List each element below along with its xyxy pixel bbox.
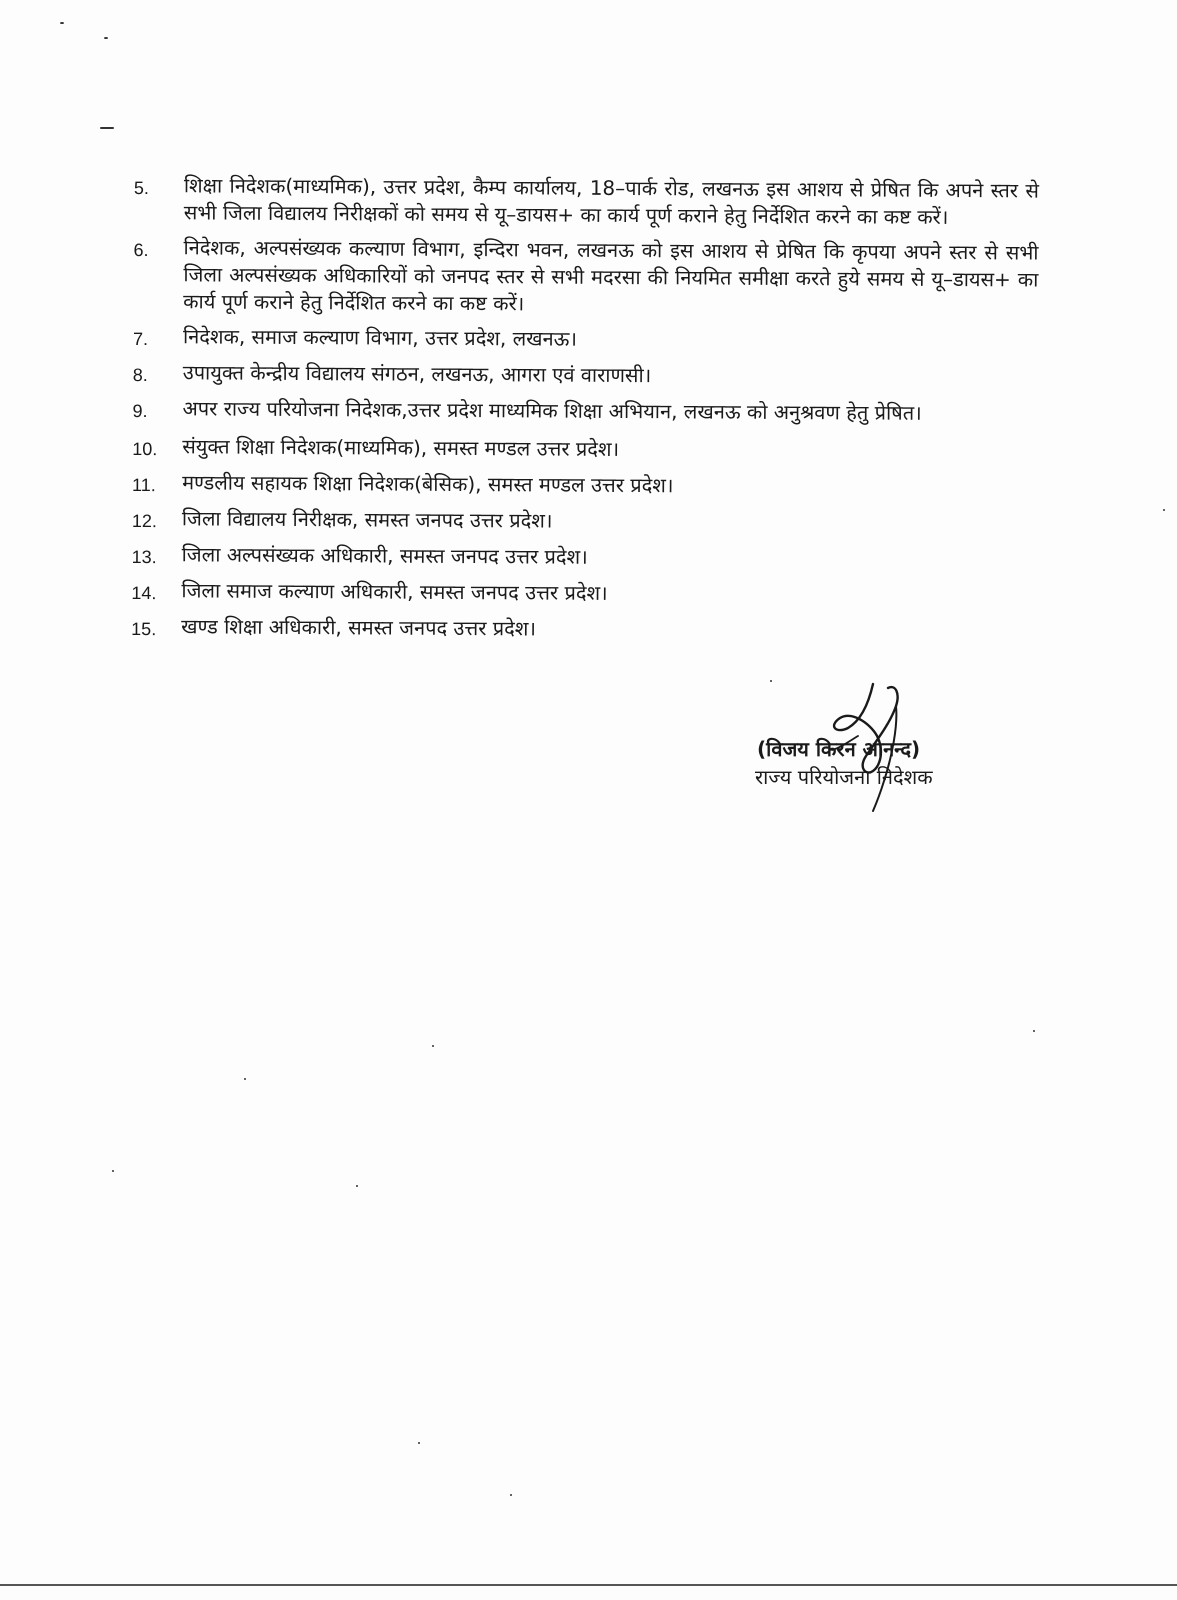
- list-item: [132, 395, 1037, 431]
- item-number: 12.: [131, 510, 157, 532]
- list-item: [133, 359, 1038, 395]
- item-text: जिला अल्पसंख्यक अधिकारी, समस्त जनपद उत्तर प्रदेश।: [181, 542, 588, 569]
- list-item: [132, 541, 1037, 577]
- list-item: [132, 505, 1037, 541]
- item-number: 11.: [132, 474, 156, 496]
- item-text: निदेशक, समाज कल्याण विभाग, उत्तर प्रदेश, लखनऊ।: [182, 324, 578, 351]
- item-text: निदेशक, अल्पसंख्यक कल्याण विभाग, इन्दिरा भवन, लखनऊ को इस आशय से प्रेषित कि कृपया अपने स्तर से सभी जिला अल्पसंख्यक अधिकारियों को जनपद स्तर से सभी मदरसा की नियमित समीक्षा करते हुये समय से यू–डायस+ का कार्य पूर्ण कराने हेतु निर्देशित करने का कष्ट करें।: [183, 235, 1039, 316]
- scan-speck: [770, 680, 772, 682]
- item-text: अपर राज्य परियोजना निदेशक,उत्तर प्रदेश माध्यमिक शिक्षा अभियान, लखनऊ को अनुश्रवण हेतु प्रेषित।: [182, 396, 922, 425]
- distribution-list: [131, 172, 1039, 655]
- item-text: जिला समाज कल्याण अधिकारी, समस्त जनपद उत्तर प्रदेश।: [181, 578, 608, 605]
- list-item: [131, 613, 1036, 649]
- scan-edge-line: [0, 1584, 1177, 1586]
- scan-speck: [418, 1442, 420, 1444]
- item-number: 7.: [132, 328, 149, 350]
- scan-speck: [1163, 509, 1165, 511]
- scan-speck: [1033, 1030, 1035, 1032]
- scan-speck: [244, 1078, 246, 1080]
- list-item: [131, 577, 1036, 613]
- item-text: मण्डलीय सहायक शिक्षा निदेशक(बेसिक), समस्त मण्डल उत्तर प्रदेश।: [182, 470, 674, 498]
- list-item: [134, 172, 1039, 232]
- scan-speck: [104, 37, 108, 39]
- list-item: [133, 323, 1038, 359]
- item-text: संयुक्त शिक्षा निदेशक(माध्यमिक), समस्त मण्डल उत्तर प्रदेश।: [182, 434, 620, 461]
- list-item: [132, 469, 1037, 505]
- item-text: शिक्षा निदेशक(माध्यमिक), उत्तर प्रदेश, कैम्प कार्यालय, 18–पार्क रोड, लखनऊ इस आशय से प्रेषित कि अपने स्तर से सभी जिला विद्यालय निरीक्षकों को समय से यू–डायस+ का कार्य पूर्ण कराने हेतु निर्देशित करने का कष्ट करें।: [183, 173, 1039, 229]
- list-item: [133, 234, 1038, 321]
- scan-speck: [356, 1185, 358, 1187]
- list-item: [132, 433, 1037, 469]
- signatory-designation: राज्य परियोजना निदेशक: [755, 765, 933, 789]
- item-text: खण्ड शिक्षा अधिकारी, समस्त जनपद उत्तर प्रदेश।: [181, 614, 537, 641]
- item-number: 14.: [131, 582, 157, 604]
- scan-speck: [100, 127, 114, 129]
- scan-speck: [112, 1170, 114, 1172]
- item-text: उपायुक्त केन्द्रीय विद्यालय संगठन, लखनऊ, आगरा एवं वाराणसी।: [182, 360, 652, 388]
- item-number: 13.: [131, 546, 157, 568]
- scan-speck: [432, 1045, 434, 1047]
- scan-speck: [60, 22, 64, 24]
- item-number: 6.: [133, 239, 149, 261]
- signatory-name: (विजय किरन आनन्द): [757, 737, 921, 761]
- item-number: 15.: [131, 618, 157, 640]
- item-number: 5.: [133, 177, 149, 199]
- item-text: जिला विद्यालय निरीक्षक, समस्त जनपद उत्तर प्रदेश।: [181, 506, 553, 533]
- item-number: 8.: [132, 364, 148, 386]
- signature-block: [735, 735, 995, 791]
- item-number: 9.: [132, 400, 148, 422]
- scan-speck: [510, 1494, 512, 1496]
- item-number: 10.: [132, 438, 158, 460]
